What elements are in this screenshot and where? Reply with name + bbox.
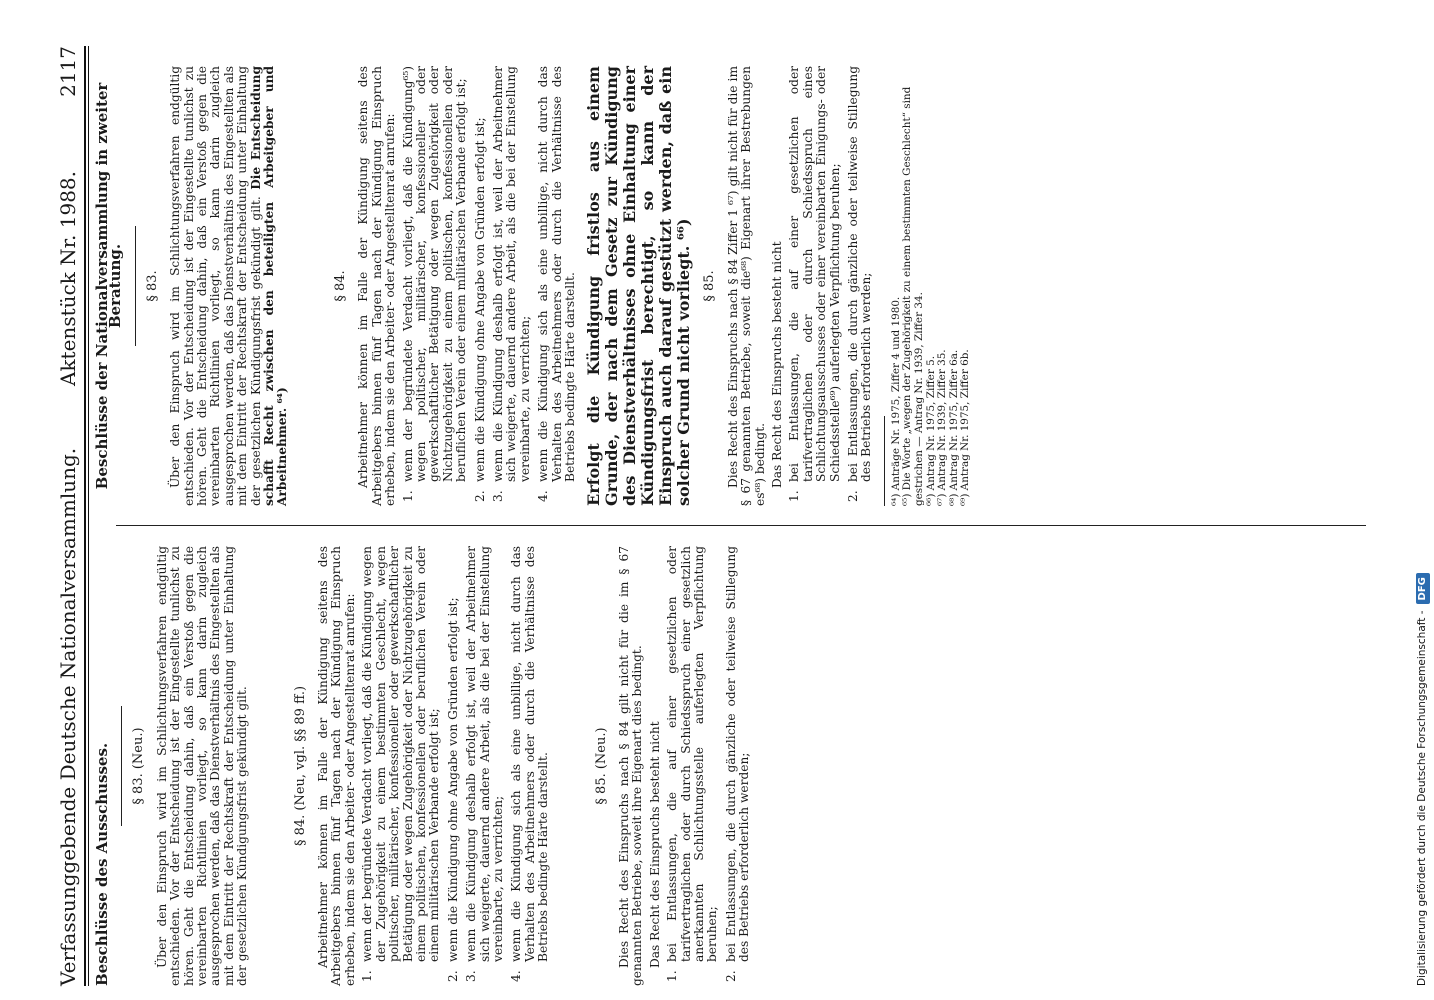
heading-rule — [121, 706, 122, 826]
right-column — [93, 66, 972, 506]
section-85-sub: Das Recht des Einspruchs besteht nicht — [770, 241, 784, 488]
header-document-number: Aktenstück Nr. 1988. — [56, 170, 80, 386]
footnote: ⁶⁸) Antrag Nr. 1975, Ziffer 6a. — [947, 349, 960, 506]
document-page — [50, 46, 1434, 986]
footnote: ⁶⁵) Die Worte „wegen der Zugehörigkeit zu einem bestimmten Geschlecht“ sind gestrichen — Antrag Nr. 1939, Ziffer 34. — [901, 86, 926, 506]
dfg-logo: DFG — [1416, 573, 1430, 604]
list-item: 4. wenn die Kündigung sich als eine unbillige, nicht durch das Verhalten des Arbeitnehmers oder durch die Verhältnisse des Betriebs bedingte Härte darstellt. — [536, 66, 577, 502]
left-column-heading: Beschlüsse des Ausschusses. — [93, 742, 111, 986]
digitization-credit — [1414, 6, 1430, 986]
section-84-list — [361, 546, 550, 986]
page-header — [50, 46, 84, 986]
section-84-intro: Arbeitnehmer können im Falle der Kündigung seitens des Arbeitgebers binnen fünf Tagen nach der Kündigung Einspruch erheben, indem sie den Arbeiter- oder Angestelltenrat anrufen: — [316, 546, 357, 986]
list-item: 2. bei Entlassungen, die durch gänzliche oder teilweise Stillegung des Betriebs erforderlich werden; — [723, 546, 752, 982]
list-item: 1. bei Entlassungen, die auf einer gesetzlichen oder tarifvertraglichen oder durch Schiedsspruch eines Schlichtungsausschusses oder einer vereinbarten Einigungs- oder Schiedsstelle⁶⁹) auferlegten Verpflichtung beruhen; — [787, 66, 842, 502]
column-divider — [116, 525, 1366, 526]
list-item: 3. wenn die Kündigung deshalb erfolgt ist, weil der Arbeitnehmer sich weigerte, dauernd andere Arbeit, als die bei der Einstellung vereinbarte, zu verrichten; — [490, 66, 532, 502]
list-item: 2. bei Entlassungen, die durch gänzliche oder teilweise Stillegung des Betriebs erforderlich werden; — [846, 66, 874, 502]
page-number: 2117 — [56, 46, 80, 97]
list-item: 3. wenn die Kündigung deshalb erfolgt ist, weil der Arbeitnehmer sich weigerte, dauernd andere Arbeit, als die bei der Einstellung vereinbarte, zu verrichten; — [464, 546, 505, 982]
footnote: ⁶⁶) Antrag Nr. 1975, Ziffer 5. — [924, 355, 937, 506]
section-85-title: § 85. — [702, 270, 718, 302]
header-rule-thin — [88, 46, 89, 986]
list-item: 2. wenn die Kündigung ohne Angabe von Gründen erfolgt ist; — [472, 117, 487, 502]
footnote: ⁶⁴) Anträge Nr. 1975, Ziffer 4 und 1980. — [889, 296, 902, 506]
section-85-intro: Dies Recht des Einspruchs nach § 84 Ziffer 1 ⁶⁷) gilt nicht für die im § 67 genannten Betriebe, soweit die⁶⁸) Eigenart ihrer Bestrebungen es⁶⁸) bedingt. — [725, 66, 767, 506]
header-title: Verfassunggebende Deutsche Nationalversammlung. — [56, 447, 80, 986]
left-column — [93, 546, 758, 986]
footnotes — [891, 66, 972, 506]
section-85-list — [788, 66, 873, 506]
section-84-intro: Arbeitnehmer können im Falle der Kündigung seitens des Arbeitgebers binnen fünf Tagen nach der Kündigung Einspruch erheben, indem sie den Arbeiter- oder Angestelltenrat anrufen: — [356, 66, 398, 506]
list-item: 1. wenn der begründete Verdacht vorliegt, daß die Kündigung⁶⁵) wegen politischer, militärischer, konfessioneller oder gewerkschaftlicher Betätigung oder wegen Zugehörigkeit oder Nichtzugehörigkeit zu einem politischen, konfessionellen oder beruflichen Verein oder einem militärischen Verbande erfolgt ist; — [400, 66, 469, 502]
section-83-title: § 83. (Neu.) — [131, 727, 147, 805]
section-83-bold-addition: Die Entscheidung schafft Recht zwischen den beteiligten Arbeitgeber und Arbeitnehmer. ⁶⁴) — [248, 66, 290, 506]
section-85-sub: Das Recht des Einspruchs besteht nicht — [647, 721, 662, 968]
list-item: 2. wenn die Kündigung ohne Angabe von Gründen erfolgt ist; — [445, 597, 460, 982]
footnote: ⁶⁹) Antrag Nr. 1975, Ziffer 6b. — [959, 349, 972, 506]
right-column-heading: Beschlüsse der Nationalversammlung in zweiter Beratung. — [93, 82, 125, 490]
header-rule — [84, 46, 86, 986]
section-85-list — [666, 546, 751, 986]
heading-rule — [135, 226, 136, 346]
section-85-intro: Dies Recht des Einspruchs nach § 84 gilt nicht für die im § 67 genannten Betriebe, soweit ihre Eigenart dies bedingt. — [616, 546, 645, 986]
footnote-rule — [884, 416, 885, 506]
list-item: 1. bei Entlassungen, die auf einer gesetzlichen oder tarifvertraglichen oder durch Schiedsspruch einer gesetzlich anerkannten Schlichtungsstelle auferlegten Verpflichtung beruhen; — [665, 546, 720, 982]
list-item: 1. wenn der begründete Verdacht vorliegt, daß die Kündigung wegen der Zugehörigkeit zu einem bestimmten Geschlecht, wegen politischer, militärischer, konfessioneller oder gewerkschaftlicher Betätigung oder wegen Zugehörigkeit oder Nichtzugehörigkeit zu einem politischen, konfessionellen oder beruflichen Verein oder einem militärischen Verbande erfolgt ist; — [360, 546, 442, 982]
section-83-text: Über den Einspruch wird im Schlichtungsverfahren endgültig entschieden. Vor der Entscheidung ist der Eingestellte tunlichst zu hören. Geht die Entscheidung dahin, daß ein Verstoß gegen die vereinbarten Richtlinien vorliegt, so kann darin zugleich ausgesprochen werden, daß das Dienstverhältnis des Eingestellten als mit dem Eintritt der Rechtskraft der Entscheidung unter Einhaltung der gesetzlichen Kündigungsfrist gekündigt gilt. — [154, 546, 250, 986]
section-83-text: Über den Einspruch wird im Schlichtungsverfahren endgültig entschieden. Vor der Entscheidung ist der Eingestellte tunlichst zu hören. Geht die Entscheidung dahin, daß ein Verstoß gegen die vereinbarten Richtlinien vorliegt, so kann darin zugleich ausgesprochen werden, daß das Dienstverhältnis des Eingestellten als mit dem Eintritt der Rechtskraft der Entscheidung unter Einhaltung der gesetzlichen Kündigungsfrist gekündigt gilt. Die Entscheidung schafft Recht zwischen den beteiligten Arbeitgeber und Arbeitnehmer. ⁶⁴) — [168, 66, 290, 506]
credit-text: Digitalisierung gefördert durch die Deutsche Forschungsgemeinschaft - — [1416, 610, 1428, 986]
section-85-title: § 85. (Neu.) — [593, 727, 609, 805]
section-83-title: § 83. — [144, 270, 160, 302]
section-84-list — [402, 66, 578, 506]
section-84-bold-addition: Erfolgt die Kündigung fristlos aus einem Grunde, der nach dem Gesetz zur Kündigung des Dienstverhältnisses ohne Einhaltung einer Kündigungsfrist berechtigt, so kann der Einspruch auch darauf gestützt werden, daß ein solcher Grund nicht vorliegt. ⁶⁶) — [584, 66, 694, 506]
list-item: 4. wenn die Kündigung sich als eine unbillige, nicht durch das Verhalten des Arbeitnehmers oder durch die Verhältnisse des Betriebs bedingte Härte darstellt. — [509, 546, 551, 982]
section-84-title: § 84. — [332, 270, 348, 302]
footnote: ⁶⁷) Antrag Nr. 1939, Ziffer 35. — [936, 349, 949, 506]
section-84-title: § 84. (Neu, vgl. §§ 89 ff.) — [292, 685, 308, 847]
